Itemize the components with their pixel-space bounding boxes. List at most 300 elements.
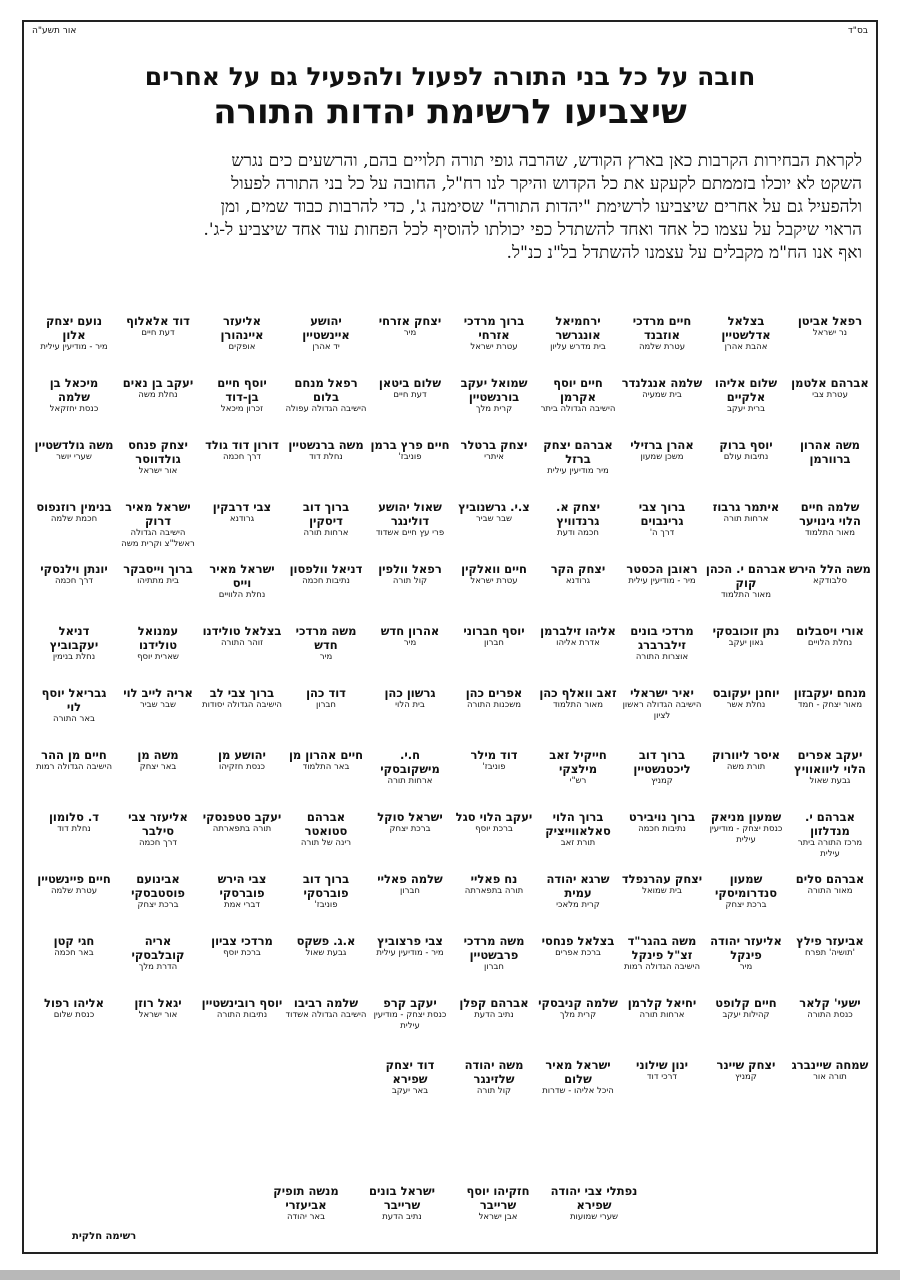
signatory-name: אליעזר צבי סילבר: [128, 810, 188, 838]
signatory-yeshiva: כנסת שלום: [53, 1010, 95, 1020]
intro-line: לקראת הבחירות הקרבות כאן בארץ הקודש, שהרבה גופי תורה תלויים בהם, והרשעים כים נגרש: [231, 151, 862, 171]
signatory-entry: [704, 872, 788, 934]
signatory-name: יהושע איינשטיין: [302, 314, 350, 342]
signatory-yeshiva: הדרת מלך: [138, 962, 178, 972]
signatory-yeshiva: הישיבה הגדולה אשדוד: [285, 1010, 367, 1020]
signatory-name: משה גולדשטיין: [34, 438, 114, 452]
signatory-entry: [200, 314, 284, 376]
signatory-name: חיים יוסף אקרמן: [553, 376, 603, 404]
signatory-yeshiva: ברית יעקב: [726, 404, 766, 414]
signatory-entry: [788, 686, 872, 748]
signatory-entry: [452, 562, 536, 624]
signatory-name: שמעון מניאק: [710, 810, 782, 824]
signatory-entry: [620, 810, 704, 872]
signatory-yeshiva: קרית מלך: [559, 1010, 597, 1020]
signatory-yeshiva: סלבודקא: [813, 576, 847, 586]
signatory-yeshiva: נתיבות חכמה: [302, 576, 350, 586]
signatory-name: דוד כהן: [306, 686, 346, 700]
signatory-name: בצלאל טולידנו: [202, 624, 282, 638]
signatory-name: דניאל יעקבוביץ: [49, 624, 99, 652]
intro-line: ולהפעיל גם על אחרים שיצביעו לרשימת "יהדות התורה" שסימנה ג', כדי להרבות כבוד שמים, ומן: [220, 197, 862, 217]
signatory-entry: [704, 376, 788, 438]
signatory-yeshiva: ברכת אפרים: [555, 948, 601, 958]
signatory-yeshiva: עטרת שלמה: [638, 342, 686, 352]
signatory-entry: [536, 1058, 620, 1120]
signatory-entry: [368, 624, 452, 686]
signatory-entry: [704, 934, 788, 996]
signatory-entry: [452, 934, 536, 996]
signatory-name: רפאל מנחם בלום: [294, 376, 358, 404]
signatory-name: יוסף רובינשטיין: [201, 996, 283, 1010]
signatory-entry: [452, 438, 536, 500]
signatory-name: יעקב הלוי סגל: [455, 810, 533, 824]
signatory-name: יעקב אפרים הלוי ליוואוויץ: [794, 748, 866, 776]
signatory-name: ישראל מאיר דרוק: [125, 500, 191, 528]
signatory-name: גרשון כהן: [384, 686, 436, 700]
signatory-name: ברוך מרדכי אזרחי: [463, 314, 525, 342]
signatory-name: אברהם י. מנדלזון: [805, 810, 855, 838]
signatory-yeshiva: קהילות יעקב: [722, 1010, 770, 1020]
signatories-grid: [32, 314, 872, 1120]
signatory-entry: [620, 562, 704, 624]
signatory-name: אברהם סלים: [795, 872, 865, 886]
signatory-entry: [32, 500, 116, 562]
signatory-entry: [536, 376, 620, 438]
signatory-entry: [200, 624, 284, 686]
signatory-yeshiva: קמניץ: [735, 1072, 757, 1082]
signatory-yeshiva: אהבת אהרן: [724, 342, 768, 352]
signatory-name: רפאל אביטן: [797, 314, 863, 328]
signatory-entry: [200, 872, 284, 934]
signatory-name: יוסף חברוני: [463, 624, 525, 638]
signatory-yeshiva: משכנות התורה: [466, 700, 522, 710]
signatory-name: משה בהגר"ד זצ"ל פינקל: [627, 934, 697, 962]
signatory-entry: [116, 376, 200, 438]
signatory-name: אליעזר יהודה פינקל: [710, 934, 782, 962]
signatory-entry: [32, 376, 116, 438]
signatory-yeshiva: הישיבה הגדולה ביתר: [540, 404, 616, 414]
signatory-name: מרדכי צביון: [211, 934, 273, 948]
signatory-name: שאול יהושע דולינגר: [378, 500, 442, 528]
signatory-yeshiva: גאון יעקב: [728, 638, 764, 648]
signatory-yeshiva: בית מתתיהו: [137, 576, 179, 586]
signatory-name: אברהם קפלן: [459, 996, 529, 1010]
signatory-entry: [536, 438, 620, 500]
signatory-name: יאיר ישראלי: [630, 686, 694, 700]
signatory-entry: [32, 624, 116, 686]
intro-line: השקט לא יוכלו בזממתם לקעקע את כל הקדוש והיקר לנו רח"ל, החובה על כל בני התורה לפעול: [231, 174, 862, 194]
signatory-yeshiva: זוהר התורה: [220, 638, 264, 648]
signatory-entry: [284, 686, 368, 748]
signatory-yeshiva: גבעת שאול: [809, 776, 851, 786]
signatory-name: יעקב קרפ: [383, 996, 437, 1010]
signatory-yeshiva: רינה של תורה: [300, 838, 352, 848]
signatory-yeshiva: מאור התלמוד: [721, 590, 771, 600]
signatory-entry: [32, 314, 116, 376]
signatory-yeshiva: הישיבה הגדולה עפולה: [285, 404, 367, 414]
signatory-yeshiva: נחלת הלויים: [807, 638, 853, 648]
signatory-name: נועם יצחק אלון: [45, 314, 103, 342]
signatory-yeshiva: מיר: [319, 652, 333, 662]
signatory-yeshiva: דרך חכמה: [54, 576, 94, 586]
signatory-yeshiva: גבעת שאול: [305, 948, 347, 958]
signatory-entry: [704, 1058, 788, 1120]
signatory-name: שלמה אנגלנדר: [621, 376, 703, 390]
signatory-entry: [368, 872, 452, 934]
signatory-yeshiva: דברי אמת: [224, 900, 260, 910]
signatory-name: צבי דרבקין: [212, 500, 272, 514]
signatory-yeshiva: אור ישראל: [138, 1010, 178, 1020]
signatory-name: חזקיהו יוסף שרייבר: [466, 1184, 530, 1212]
signatory-entry: [368, 376, 452, 438]
signatory-yeshiva: עטרת ישראל: [470, 342, 518, 352]
signatory-entry: [368, 562, 452, 624]
signatory-name: חיים מרדכי אוזבנד: [632, 314, 692, 342]
signatory-name: אהרון חדש: [380, 624, 440, 638]
signatory-entry: [200, 438, 284, 500]
signatory-name: יצחק עהרנפלד: [621, 872, 703, 886]
signatory-entry: [284, 500, 368, 562]
signatory-name: משה מרדכי פרבשטיין: [463, 934, 525, 962]
signatory-yeshiva: אבן ישראל: [478, 1212, 518, 1222]
signatory-entry: [788, 376, 872, 438]
signatory-yeshiva: בית שמואל: [642, 886, 682, 896]
signatory-entry: [788, 810, 872, 872]
signatory-yeshiva: מיר - מודיעין עילית: [376, 948, 444, 958]
signatory-entry: [200, 686, 284, 748]
signatory-entry: [32, 872, 116, 934]
title-line-1: חובה על כל בני התורה לפעול ולהפעיל גם על אחרים: [144, 62, 756, 91]
signatory-entry: [368, 996, 452, 1058]
signatory-name: משה מן: [137, 748, 179, 762]
signatory-name: יוסף חיים בן-דוד: [217, 376, 267, 404]
signatory-entry: [284, 996, 368, 1058]
header-bsd: בס"ד: [847, 26, 868, 36]
signatory-name: אברהם סטואטר: [304, 810, 348, 838]
signatory-name: צבי פרצוביץ: [377, 934, 443, 948]
signatory-entry: [536, 748, 620, 810]
signatory-entry: [620, 314, 704, 376]
signatory-entry: [116, 686, 200, 748]
signatory-name: שמעון סנדרומיסקי: [714, 872, 778, 900]
signatory-name: אביעזר פילץ: [796, 934, 864, 948]
signatory-yeshiva: תורת זאב: [560, 838, 596, 848]
signatory-name: חיים קלופט: [715, 996, 777, 1010]
signatory-entry: [704, 996, 788, 1058]
signatories-last-row: [24, 1184, 876, 1223]
signatory-yeshiva: נתיב הדעת: [474, 1010, 514, 1020]
signatory-yeshiva: דרך ה': [649, 528, 675, 538]
signatory-name: אליעזר איינהורן: [220, 314, 264, 342]
signatory-entry: [452, 872, 536, 934]
signatory-entry: [284, 314, 368, 376]
signatory-entry: [32, 748, 116, 810]
signatory-yeshiva: נחלת בנימין: [52, 652, 96, 662]
signatory-yeshiva: מרכז התורה ביתר עילית: [797, 838, 863, 859]
signatory-yeshiva: גרודנא: [565, 576, 591, 586]
signatory-name: איסר ליוורוק: [711, 748, 781, 762]
signatory-name: נתן זוכובסקי: [712, 624, 780, 638]
signatory-entry: [536, 934, 620, 996]
signatory-name: חיים אהרון מן: [288, 748, 364, 762]
signatory-yeshiva: דרך חכמה: [222, 452, 262, 462]
signatory-entry: [788, 438, 872, 500]
signatory-yeshiva: חכמה ודעת: [557, 528, 599, 538]
notice-frame: [22, 20, 878, 1254]
signatory-yeshiva: בית שמעיה: [642, 390, 682, 400]
signatory-entry: [704, 748, 788, 810]
signatory-yeshiva: מאור התורה: [807, 886, 853, 896]
signatory-yeshiva: הישיבה הגדולה רמות: [623, 962, 701, 972]
signatory-yeshiva: נחלת אשר: [726, 700, 766, 710]
signatory-entry: [536, 500, 620, 562]
signatory-entry: [284, 748, 368, 810]
signatory-name: ברוך צבי גרינבוים: [638, 500, 686, 528]
signatory-name: אברהם אלטמן: [791, 376, 869, 390]
signatory-yeshiva: מאור יצחק - חמד: [797, 700, 863, 710]
signatory-entry: [536, 624, 620, 686]
signatory-entry: [620, 686, 704, 748]
signatory-name: יצחק שיינר: [716, 1058, 776, 1072]
signatory-yeshiva: קרית מלך: [475, 404, 513, 414]
signatory-yeshiva: פוניבז': [482, 762, 506, 772]
signatory-entry: [284, 872, 368, 934]
signatory-name: אפרים כהן: [465, 686, 523, 700]
signatory-name: אברהם י. הכהן קוק: [705, 562, 787, 590]
signatory-name: גבריאל יוסף לוי: [41, 686, 107, 714]
signatory-yeshiva: בית מדרש עליון: [550, 342, 606, 352]
signatory-yeshiva: ברכת יצחק: [137, 900, 179, 910]
signatory-yeshiva: מיר - מודיעין עילית: [628, 576, 696, 586]
signatory-yeshiva: מיר מודיעין עילית: [547, 466, 609, 476]
signatory-yeshiva: פוניבז': [398, 452, 422, 462]
signatory-entry: [32, 686, 116, 748]
signatory-yeshiva: פרי עץ חיים אשדוד: [375, 528, 445, 538]
signatory-name: חיים פיינשטיין: [37, 872, 111, 886]
signatory-entry: [620, 500, 704, 562]
signatory-entry: [368, 438, 452, 500]
signatory-yeshiva: אופקים: [228, 342, 256, 352]
signatory-yeshiva: באר התלמוד: [302, 762, 350, 772]
signatory-entry: [452, 996, 536, 1058]
intro-line: הראוי שיקבל על עצמו כל אחד ואחד להשתדל כפי יכולתו להוסיף לכל הפחות עוד אחד שיצביע ל-ג'.: [203, 220, 862, 240]
signatory-yeshiva: ארחות תורה: [303, 528, 349, 538]
signatory-name: נח פאליי: [470, 872, 518, 886]
signatory-yeshiva: מאור התלמוד: [553, 700, 603, 710]
signatory-entry: [116, 562, 200, 624]
signatory-yeshiva: נתיב הדעת: [382, 1212, 422, 1222]
signatory-name: ישעי' קלאר: [799, 996, 861, 1010]
signatory-name: יוסף ברוק: [719, 438, 773, 452]
signatory-entry: [546, 1184, 642, 1223]
signatory-entry: [704, 624, 788, 686]
signatory-entry: [452, 810, 536, 872]
signatory-entry: [284, 624, 368, 686]
signatory-yeshiva: כנסת התורה: [807, 1010, 853, 1020]
signatory-entry: [200, 810, 284, 872]
signatory-yeshiva: תורה אור: [813, 1072, 847, 1082]
signatory-yeshiva: שערי יושר: [56, 452, 92, 462]
signatory-yeshiva: תורה בתפארתה: [464, 886, 524, 896]
signatory-yeshiva: שבר שביר: [139, 700, 177, 710]
signatory-entry: [200, 748, 284, 810]
signatory-yeshiva: כנסת יצחק - מודיעין עילית: [373, 1010, 447, 1031]
signatory-entry: [452, 686, 536, 748]
signatory-entry: [620, 996, 704, 1058]
signatory-entry: [620, 1058, 704, 1120]
signatory-yeshiva: ברכת יוסף: [475, 824, 513, 834]
signatory-name: ח.י. מישקובסקי: [380, 748, 440, 776]
signatory-entry: [452, 376, 536, 438]
signatory-name: חגי קטן: [53, 934, 95, 948]
signatory-name: מרדכי בונים זילברברג: [630, 624, 694, 652]
signatory-name: צ.י. גרשנוביץ: [458, 500, 530, 514]
signatory-name: יונתן וילנסקי: [40, 562, 108, 576]
signatory-yeshiva: הישיבה הגדולה ראשל"צ וקרית משה: [121, 528, 195, 549]
signatory-entry: [32, 562, 116, 624]
signatory-name: יצחק הקר: [550, 562, 606, 576]
signatory-entry: [704, 314, 788, 376]
signatory-name: משה אהרון ברוורמן: [799, 438, 861, 466]
signatory-entry: [200, 500, 284, 562]
signatory-name: משה יהודה שלזינגר: [464, 1058, 524, 1086]
signatory-yeshiva: באר התורה: [53, 714, 95, 724]
signatory-name: דוד מילר: [470, 748, 518, 762]
signatory-name: ראובן הכסטר: [626, 562, 698, 576]
signatory-entry: [788, 872, 872, 934]
signatory-yeshiva: נחלת דוד: [309, 452, 343, 462]
signatory-entry: [620, 438, 704, 500]
signatory-entry: [620, 624, 704, 686]
signatory-yeshiva: תורה בתפארתה: [212, 824, 272, 834]
signatory-yeshiva: רש"י: [569, 776, 587, 786]
signatory-entry: [704, 500, 788, 562]
bottom-scroll-bar: [0, 1270, 900, 1280]
signatory-entry: [32, 810, 116, 872]
signatory-name: יצחק אזרחי: [378, 314, 442, 328]
signatory-yeshiva: ברכת יוסף: [223, 948, 261, 958]
signatory-entry: [32, 934, 116, 996]
signatory-entry: [116, 996, 200, 1058]
signatory-yeshiva: זכרון מיכאל: [220, 404, 264, 414]
signatory-yeshiva: אדרת אליהו: [556, 638, 600, 648]
signatory-yeshiva: שבר שביר: [475, 514, 513, 524]
signatory-name: יחיאל קלרמן: [627, 996, 697, 1010]
signatory-entry: [450, 1184, 546, 1223]
signatory-name: ברוך דוב דיסקין: [302, 500, 350, 528]
signatory-name: שמואל יעקב בורנשטיין: [460, 376, 528, 404]
signatory-entry: [284, 810, 368, 872]
signatory-yeshiva: ארחות תורה: [639, 1010, 685, 1020]
signatory-name: אבינועם פוסטבסקי: [131, 872, 185, 900]
signatory-yeshiva: נתיבות חכמה: [638, 824, 686, 834]
signatory-yeshiva: קמניץ: [651, 776, 673, 786]
signatory-name: יוחנן יעקובס: [712, 686, 780, 700]
signatory-entry: [116, 500, 200, 562]
signatory-entry: [354, 1184, 450, 1223]
signatory-entry: [704, 686, 788, 748]
signatory-yeshiva: כנסת יצחק - מודיעין עילית: [709, 824, 783, 845]
signatory-entry: [704, 810, 788, 872]
signatory-entry: [200, 996, 284, 1058]
signatory-yeshiva: ארחות תורה: [723, 514, 769, 524]
signatory-entry: [368, 810, 452, 872]
signatory-yeshiva: קרית מלאכי: [556, 900, 600, 910]
signatory-yeshiva: באר יהודה: [286, 1212, 326, 1222]
signatory-name: אליהו זילברמן: [540, 624, 616, 638]
signatory-entry: [620, 934, 704, 996]
signatory-name: נפתלי צבי יהודה שפירא: [550, 1184, 638, 1212]
signatory-entry: [200, 376, 284, 438]
title-line-2: שיצביעו לרשימת יהדות התורה: [213, 92, 687, 132]
signatory-entry: [788, 562, 872, 624]
signatory-yeshiva: באר יצחק: [139, 762, 177, 772]
signatory-entry: [536, 314, 620, 376]
signatory-yeshiva: פוניבז': [314, 900, 338, 910]
signatory-name: ברוך דוב ליכטנשטיין: [633, 748, 691, 776]
signatory-name: אברהם יצחק ברזל: [543, 438, 613, 466]
signatory-yeshiva: חברון: [316, 700, 336, 710]
signatory-entry: [536, 686, 620, 748]
signatory-name: א.ג. פשקס: [296, 934, 356, 948]
signatory-entry: [452, 314, 536, 376]
signatory-entry: [788, 314, 872, 376]
signatory-entry: [284, 934, 368, 996]
signatory-name: שלום אליהו אלקיים: [714, 376, 778, 404]
signatory-yeshiva: מיר: [739, 962, 753, 972]
signatory-entry: [536, 810, 620, 872]
signatory-entry: [788, 624, 872, 686]
signatory-name: בצלאל אדלשטיין: [721, 314, 771, 342]
signatory-entry: [788, 934, 872, 996]
signatory-yeshiva: באר יעקב: [391, 1086, 429, 1096]
signatory-name: שלמה קניבסקי: [538, 996, 618, 1010]
signatory-yeshiva: נר ישראל: [812, 328, 848, 338]
signatory-name: אהרן ברזילי: [630, 438, 694, 452]
signatory-entry: [704, 562, 788, 624]
signatory-yeshiva: חכמת שלמה: [50, 514, 98, 524]
signatory-yeshiva: נתיבות התורה: [216, 1010, 268, 1020]
signatory-name: דורון דוד גולד: [205, 438, 279, 452]
signatory-name: יצחק א. גרנדוויץ: [555, 500, 600, 528]
footer-partial-list: רשימה חלקית: [72, 1231, 137, 1242]
signatory-name: דניאל וולפסון: [289, 562, 363, 576]
signatory-name: אריה קובלבסקי: [131, 934, 185, 962]
signatory-entry: [368, 686, 452, 748]
signatory-name: שלום ביטאן: [378, 376, 442, 390]
signatory-name: אליהו רפול: [44, 996, 104, 1010]
signatory-entry: [704, 438, 788, 500]
signatory-yeshiva: שארית יוסף: [137, 652, 179, 662]
signatory-yeshiva: מאור התלמוד: [805, 528, 855, 538]
signatory-entry: [200, 562, 284, 624]
signatory-name: חיים פרץ ברמן: [370, 438, 450, 452]
signatory-entry: [368, 748, 452, 810]
signatory-name: ברוך נויבירט: [628, 810, 696, 824]
signatory-name: בנימין רוזנפוס: [36, 500, 112, 514]
signatory-name: דוד יצחק שפירא: [385, 1058, 435, 1086]
signatory-name: יצחק ברטלר: [460, 438, 528, 452]
signatory-entry: [536, 562, 620, 624]
signatory-entry: [536, 996, 620, 1058]
signatory-yeshiva: הישיבה הגדולה רמות: [35, 762, 113, 772]
signatory-yeshiva: הישיבה הגדולה יסודות: [202, 700, 282, 710]
signatory-yeshiva: אוצרות התורה: [635, 652, 689, 662]
signatory-name: ברוך וייסבקר: [123, 562, 193, 576]
signatory-entry: [452, 500, 536, 562]
signatory-yeshiva: נחלת דוד: [57, 824, 91, 834]
signatory-yeshiva: כנסת יחזקאל: [49, 404, 99, 414]
